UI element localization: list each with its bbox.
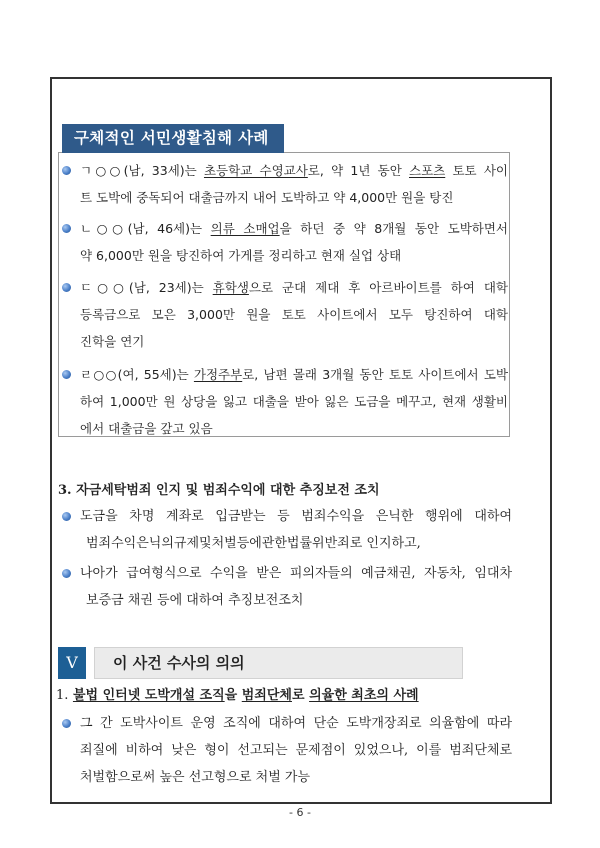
section-3-item-2-line2: 보증금 채권 등에 대하여 추징보전조치	[86, 593, 304, 608]
section-3-item-2	[62, 560, 512, 614]
case-item-2	[62, 215, 508, 269]
section-3-item-1-line1: 도금을 차명 계좌로 입금받는 등 범죄수익을 은닉한 행위에 대하여	[80, 509, 512, 524]
case-examples-header: 구체적인 서민생활침해 사례	[62, 124, 284, 153]
case-item-4-line2: 하여 1,000만 원 상당을 잃고 대출을 받아 잃은 도금을 메꾸고, 현재 생활비	[80, 394, 508, 409]
section-v-numeral: V	[58, 647, 86, 679]
section-v-title: 이 사건 수사의 의의	[94, 647, 463, 679]
case-item-1-line1: ㄱ○○(남, 33세)는 초등학교 수영교사로, 약 1년 동안 스포츠 토토 사이	[80, 163, 509, 178]
section-v-item-1-line1: 그 간 도박사이트 운영 조직에 대하여 단순 도박개장죄로 의율함에 따라	[80, 716, 512, 731]
case-item-3-line2: 등록금으로 모은 3,000만 원을 토토 사이트에서 모두 탕진하여 대학	[80, 307, 508, 322]
case-item-2-line1: ㄴ○○(남, 46세)는 의류 소매업을 하던 중 약 8개월 동안 도박하면서	[80, 221, 508, 236]
section-3-title: 3. 자금세탁범죄 인지 및 범죄수익에 대한 추징보전 조치	[58, 483, 380, 498]
section-v-item-1	[62, 710, 512, 791]
case-item-4-line1: ㄹ○○(여, 55세)는 가정주부로, 남편 몰래 3개월 동안 토토 사이트에서 도박	[80, 367, 508, 382]
section-3-item-1-line2: 범죄수익은닉의규제및처벌등에관한법률위반죄로 인지하고,	[86, 536, 421, 551]
bullet-icon	[62, 166, 71, 175]
section-v-subtitle-1: 1. 불법 인터넷 도박개설 조직을 범죄단체로 의율한 최초의 사례	[56, 688, 419, 703]
page-number: - 6 -	[289, 806, 311, 819]
section-v-item-1-line3: 처벌함으로써 높은 선고형으로 처벌 가능	[80, 770, 311, 785]
case-item-1	[62, 157, 508, 211]
section-3-item-1	[62, 503, 512, 557]
case-item-3-line1: ㄷ○○(남, 23세)는 휴학생으로 군대 제대 후 아르바이트를 하여 대학	[80, 280, 508, 295]
bullet-icon	[62, 512, 71, 521]
bullet-icon	[62, 719, 71, 728]
case-item-1-line2: 트 도박에 중독되어 대출금까지 내어 도박하고 약 4,000만 원을 탕진	[80, 190, 454, 205]
section-v-item-1-line2: 죄질에 비하여 낮은 형이 선고되는 문제점이 있었으나, 이를 범죄단체로	[80, 743, 512, 758]
case-item-4	[62, 361, 508, 442]
case-item-4-line3: 에서 대출금을 갚고 있음	[80, 421, 213, 436]
bullet-icon	[62, 569, 71, 578]
case-item-3-line3: 진학을 연기	[80, 334, 145, 349]
bullet-icon	[62, 283, 71, 292]
case-item-3	[62, 274, 508, 355]
section-3-item-2-line1: 나아가 급여형식으로 수익을 받은 피의자들의 예금채권, 자동차, 임대차	[80, 566, 512, 581]
case-item-2-line2: 약 6,000만 원을 탕진하여 가게를 정리하고 현재 실업 상태	[80, 248, 402, 263]
bullet-icon	[62, 370, 71, 379]
bullet-icon	[62, 224, 71, 233]
